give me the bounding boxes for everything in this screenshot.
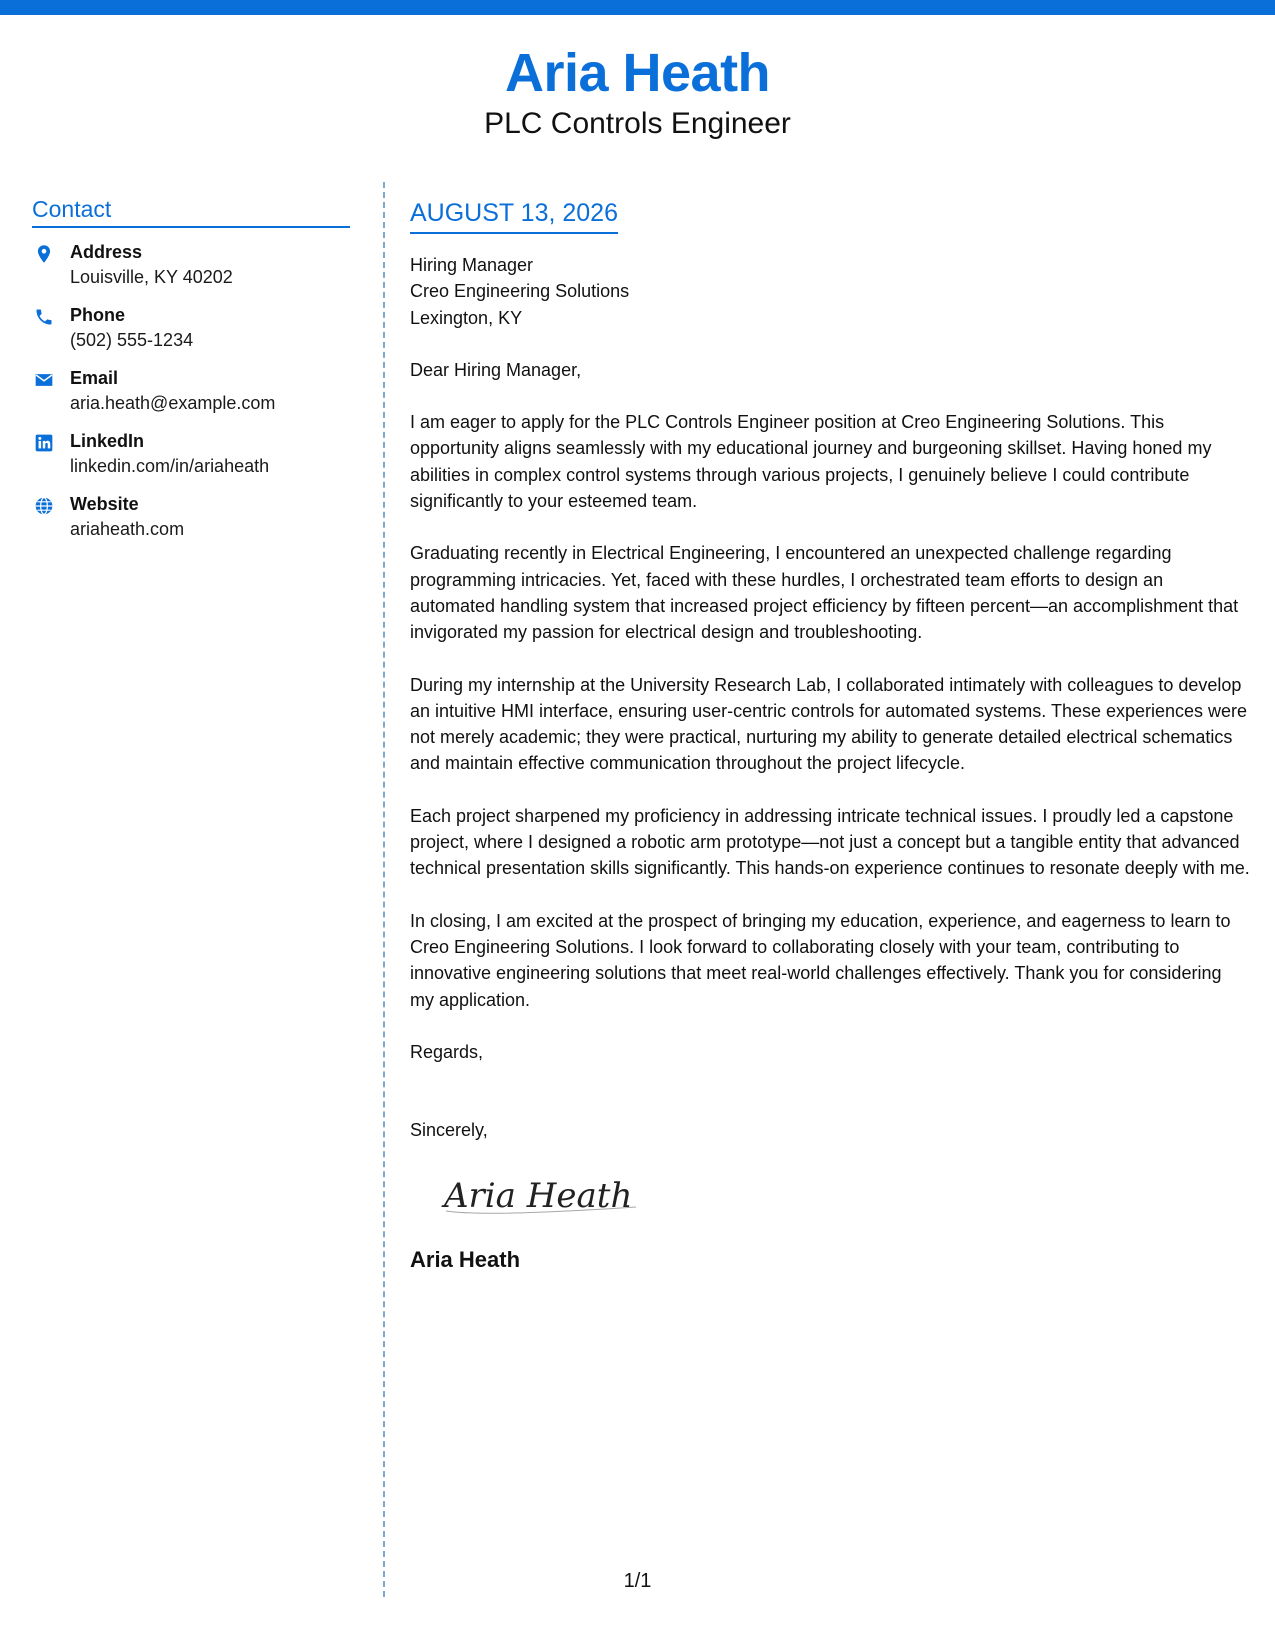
applicant-name: Aria Heath bbox=[504, 43, 771, 103]
contact-email bbox=[32, 366, 350, 429]
contact-sidebar bbox=[32, 194, 350, 555]
body-paragraph: Graduating recently in Electrical Engineering, I encountered an unexpected challenge regarding programming intricacies. Yet, faced with these hurdles, I orchestrated team efforts to design an automated handling system that increased project efficiency by fifteen percent—an accomplishment that invigorated my passion for electrical design and troubleshooting. bbox=[410, 543, 1239, 643]
contact-heading: Contact bbox=[32, 194, 350, 228]
letter-body bbox=[410, 196, 1250, 1275]
envelope-icon bbox=[34, 370, 54, 390]
contact-label: Phone bbox=[70, 305, 126, 325]
contact-linkedin bbox=[32, 429, 350, 492]
email-value: aria.heath@example.com bbox=[70, 393, 276, 413]
job-title: PLC Controls Engineer bbox=[484, 107, 791, 140]
recipient-line: Lexington, KY bbox=[410, 307, 523, 328]
contact-address bbox=[32, 240, 350, 303]
contact-phone bbox=[32, 303, 350, 366]
contact-label: Address bbox=[70, 242, 143, 262]
body-paragraph: During my internship at the University Research Lab, I collaborated intimately with colleagues to develop an intuitive HMI interface, ensuring user-centric controls for automated systems. These experiences were not merely academic; they were practical, nurturing my ability to generate detailed electrical schematics and maintain effective communication throughout the project lifecycle. bbox=[410, 674, 1248, 774]
body-paragraph: Each project sharpened my proficiency in addressing intricate technical issues. I proudly led a capstone project, where I designed a robotic arm prototype—not just a concept but a tangible entity that advanced technical presentation skills significantly. This hands-on experience continues to resonate deeply with me. bbox=[410, 805, 1250, 879]
signoff: Sincerely, bbox=[410, 1120, 488, 1141]
map-pin-icon bbox=[34, 244, 54, 264]
body-paragraph: In closing, I am excited at the prospect of bringing my education, experience, and eagerness to learn to Creo Engineering Solutions. I look forward to collaborating closely with your team, contributing to innovative engineering solutions that meet real-world challenges effectively. Thank you for considering my application. bbox=[410, 910, 1231, 1010]
recipient-line: Hiring Manager bbox=[410, 255, 534, 275]
contact-website bbox=[32, 492, 350, 555]
website-value: ariaheath.com bbox=[70, 519, 185, 539]
linkedin-icon bbox=[34, 433, 54, 453]
contact-label: Website bbox=[70, 494, 139, 514]
page-header bbox=[0, 40, 1275, 144]
top-accent-bar bbox=[0, 0, 1275, 15]
recipient-block bbox=[410, 252, 1250, 331]
phone-value: (502) 555-1234 bbox=[70, 330, 194, 350]
closing: Regards, bbox=[410, 1041, 484, 1062]
globe-icon bbox=[34, 496, 54, 516]
body-paragraph: I am eager to apply for the PLC Controls Engineer position at Creo Engineering Solutions. This opportunity aligns seamlessly with my educational journey and burgeoning skillset. Having honed my abilities in complex control systems through various projects, I genuinely believe I could contribute significantly to your esteemed team. bbox=[410, 412, 1212, 512]
linkedin-value: linkedin.com/in/ariaheath bbox=[70, 456, 270, 476]
contact-label: Email bbox=[70, 368, 119, 388]
recipient-line: Creo Engineering Solutions bbox=[410, 281, 630, 302]
signature bbox=[440, 1161, 660, 1231]
contact-label: LinkedIn bbox=[70, 431, 145, 451]
salutation: Dear Hiring Manager, bbox=[410, 359, 582, 380]
address-value: Louisville, KY 40202 bbox=[70, 267, 233, 287]
signature-text: Aria Heath bbox=[444, 1176, 633, 1217]
phone-icon bbox=[34, 307, 54, 327]
sender-name: Aria Heath bbox=[410, 1246, 521, 1272]
page-number: 1/1 bbox=[623, 1570, 652, 1592]
column-divider bbox=[383, 182, 385, 1597]
letter-date: AUGUST 13, 2026 bbox=[410, 196, 618, 234]
